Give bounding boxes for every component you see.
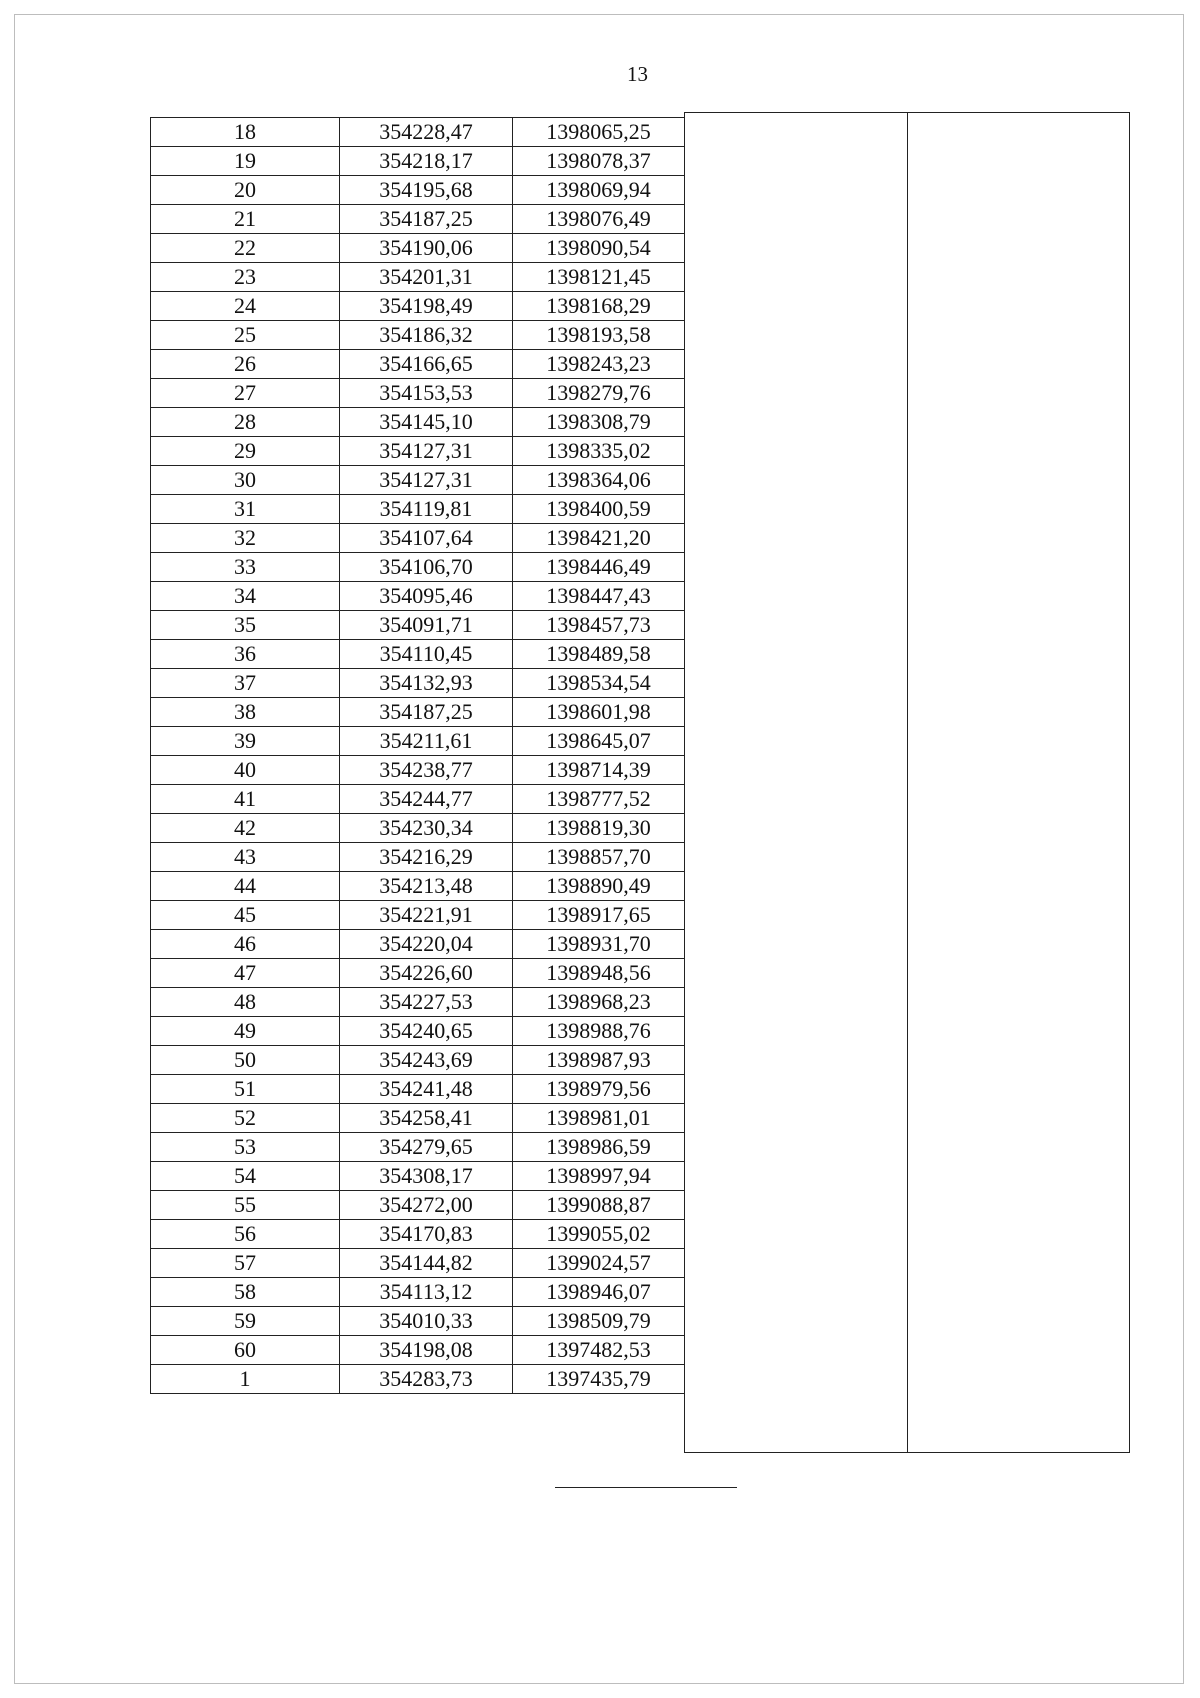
x-coordinate-cell: 354244,77 <box>340 785 513 814</box>
point-number-cell: 27 <box>151 379 340 408</box>
point-number-cell: 34 <box>151 582 340 611</box>
x-coordinate-cell: 354201,31 <box>340 263 513 292</box>
point-number-cell: 29 <box>151 437 340 466</box>
x-coordinate-cell: 354272,00 <box>340 1191 513 1220</box>
table-row <box>151 727 685 756</box>
table-row <box>151 930 685 959</box>
point-number-cell: 45 <box>151 901 340 930</box>
table-row <box>151 234 685 263</box>
x-coordinate-cell: 354308,17 <box>340 1162 513 1191</box>
x-coordinate-cell: 354113,12 <box>340 1278 513 1307</box>
x-coordinate-cell: 354238,77 <box>340 756 513 785</box>
table-row <box>151 872 685 901</box>
point-number-cell: 49 <box>151 1017 340 1046</box>
column-divider <box>907 113 908 1452</box>
point-number-cell: 42 <box>151 814 340 843</box>
y-coordinate-cell: 1398400,59 <box>513 495 685 524</box>
point-number-cell: 18 <box>151 118 340 147</box>
x-coordinate-cell: 354220,04 <box>340 930 513 959</box>
table-row <box>151 582 685 611</box>
table-row <box>151 524 685 553</box>
y-coordinate-cell: 1398986,59 <box>513 1133 685 1162</box>
point-number-cell: 1 <box>151 1365 340 1394</box>
y-coordinate-cell: 1399088,87 <box>513 1191 685 1220</box>
end-of-table-rule <box>555 1487 737 1488</box>
x-coordinate-cell: 354216,29 <box>340 843 513 872</box>
table-row <box>151 756 685 785</box>
x-coordinate-cell: 354119,81 <box>340 495 513 524</box>
y-coordinate-cell: 1398279,76 <box>513 379 685 408</box>
x-coordinate-cell: 354106,70 <box>340 553 513 582</box>
point-number-cell: 22 <box>151 234 340 263</box>
y-coordinate-cell: 1398948,56 <box>513 959 685 988</box>
x-coordinate-cell: 354127,31 <box>340 466 513 495</box>
table-row <box>151 1162 685 1191</box>
point-number-cell: 43 <box>151 843 340 872</box>
table-row <box>151 1133 685 1162</box>
x-coordinate-cell: 354211,61 <box>340 727 513 756</box>
point-number-cell: 23 <box>151 263 340 292</box>
x-coordinate-cell: 354218,17 <box>340 147 513 176</box>
y-coordinate-cell: 1397482,53 <box>513 1336 685 1365</box>
point-number-cell: 32 <box>151 524 340 553</box>
table-row <box>151 1104 685 1133</box>
y-coordinate-cell: 1397435,79 <box>513 1365 685 1394</box>
table-row <box>151 437 685 466</box>
y-coordinate-cell: 1398168,29 <box>513 292 685 321</box>
table-row <box>151 785 685 814</box>
x-coordinate-cell: 354110,45 <box>340 640 513 669</box>
point-number-cell: 48 <box>151 988 340 1017</box>
table-row <box>151 843 685 872</box>
table-row <box>151 814 685 843</box>
table-row <box>151 959 685 988</box>
point-number-cell: 19 <box>151 147 340 176</box>
table-row <box>151 640 685 669</box>
x-coordinate-cell: 354228,47 <box>340 118 513 147</box>
point-number-cell: 58 <box>151 1278 340 1307</box>
y-coordinate-cell: 1399024,57 <box>513 1249 685 1278</box>
x-coordinate-cell: 354145,10 <box>340 408 513 437</box>
x-coordinate-cell: 354166,65 <box>340 350 513 379</box>
y-coordinate-cell: 1398447,43 <box>513 582 685 611</box>
table-row <box>151 118 685 147</box>
x-coordinate-cell: 354227,53 <box>340 988 513 1017</box>
point-number-cell: 31 <box>151 495 340 524</box>
table-row <box>151 321 685 350</box>
y-coordinate-cell: 1398078,37 <box>513 147 685 176</box>
y-coordinate-cell: 1398997,94 <box>513 1162 685 1191</box>
empty-columns-block <box>684 112 1130 1453</box>
table-row <box>151 350 685 379</box>
x-coordinate-cell: 354127,31 <box>340 437 513 466</box>
x-coordinate-cell: 354190,06 <box>340 234 513 263</box>
page-number: 13 <box>627 62 648 86</box>
table-row <box>151 205 685 234</box>
table-row <box>151 147 685 176</box>
point-number-cell: 54 <box>151 1162 340 1191</box>
y-coordinate-cell: 1398819,30 <box>513 814 685 843</box>
x-coordinate-cell: 354198,49 <box>340 292 513 321</box>
y-coordinate-cell: 1398946,07 <box>513 1278 685 1307</box>
y-coordinate-cell: 1398988,76 <box>513 1017 685 1046</box>
x-coordinate-cell: 354283,73 <box>340 1365 513 1394</box>
coordinates-table-body <box>151 118 685 1394</box>
x-coordinate-cell: 354213,48 <box>340 872 513 901</box>
x-coordinate-cell: 354221,91 <box>340 901 513 930</box>
table-row <box>151 1307 685 1336</box>
x-coordinate-cell: 354153,53 <box>340 379 513 408</box>
point-number-cell: 35 <box>151 611 340 640</box>
table-row <box>151 669 685 698</box>
y-coordinate-cell: 1398509,79 <box>513 1307 685 1336</box>
point-number-cell: 28 <box>151 408 340 437</box>
x-coordinate-cell: 354243,69 <box>340 1046 513 1075</box>
y-coordinate-cell: 1399055,02 <box>513 1220 685 1249</box>
x-coordinate-cell: 354198,08 <box>340 1336 513 1365</box>
y-coordinate-cell: 1398446,49 <box>513 553 685 582</box>
y-coordinate-cell: 1398121,45 <box>513 263 685 292</box>
table-row <box>151 553 685 582</box>
x-coordinate-cell: 354195,68 <box>340 176 513 205</box>
point-number-cell: 20 <box>151 176 340 205</box>
x-coordinate-cell: 354107,64 <box>340 524 513 553</box>
x-coordinate-cell: 354240,65 <box>340 1017 513 1046</box>
y-coordinate-cell: 1398645,07 <box>513 727 685 756</box>
x-coordinate-cell: 354230,34 <box>340 814 513 843</box>
y-coordinate-cell: 1398065,25 <box>513 118 685 147</box>
x-coordinate-cell: 354279,65 <box>340 1133 513 1162</box>
point-number-cell: 38 <box>151 698 340 727</box>
table-row <box>151 176 685 205</box>
y-coordinate-cell: 1398931,70 <box>513 930 685 959</box>
y-coordinate-cell: 1398193,58 <box>513 321 685 350</box>
point-number-cell: 39 <box>151 727 340 756</box>
y-coordinate-cell: 1398457,73 <box>513 611 685 640</box>
y-coordinate-cell: 1398335,02 <box>513 437 685 466</box>
x-coordinate-cell: 354132,93 <box>340 669 513 698</box>
point-number-cell: 44 <box>151 872 340 901</box>
y-coordinate-cell: 1398489,58 <box>513 640 685 669</box>
x-coordinate-cell: 354010,33 <box>340 1307 513 1336</box>
y-coordinate-cell: 1398857,70 <box>513 843 685 872</box>
table-row <box>151 408 685 437</box>
table-row <box>151 1075 685 1104</box>
table-row <box>151 1191 685 1220</box>
y-coordinate-cell: 1398777,52 <box>513 785 685 814</box>
x-coordinate-cell: 354258,41 <box>340 1104 513 1133</box>
point-number-cell: 47 <box>151 959 340 988</box>
y-coordinate-cell: 1398917,65 <box>513 901 685 930</box>
point-number-cell: 52 <box>151 1104 340 1133</box>
point-number-cell: 21 <box>151 205 340 234</box>
point-number-cell: 50 <box>151 1046 340 1075</box>
point-number-cell: 53 <box>151 1133 340 1162</box>
table-row <box>151 1220 685 1249</box>
table-row <box>151 1046 685 1075</box>
x-coordinate-cell: 354226,60 <box>340 959 513 988</box>
point-number-cell: 26 <box>151 350 340 379</box>
y-coordinate-cell: 1398534,54 <box>513 669 685 698</box>
table-row <box>151 292 685 321</box>
coordinates-table <box>150 117 685 1394</box>
y-coordinate-cell: 1398308,79 <box>513 408 685 437</box>
point-number-cell: 56 <box>151 1220 340 1249</box>
y-coordinate-cell: 1398421,20 <box>513 524 685 553</box>
y-coordinate-cell: 1398069,94 <box>513 176 685 205</box>
y-coordinate-cell: 1398243,23 <box>513 350 685 379</box>
point-number-cell: 46 <box>151 930 340 959</box>
y-coordinate-cell: 1398968,23 <box>513 988 685 1017</box>
y-coordinate-cell: 1398987,93 <box>513 1046 685 1075</box>
table-row <box>151 495 685 524</box>
y-coordinate-cell: 1398714,39 <box>513 756 685 785</box>
table-row <box>151 1249 685 1278</box>
table-row <box>151 1017 685 1046</box>
y-coordinate-cell: 1398601,98 <box>513 698 685 727</box>
table-row <box>151 698 685 727</box>
y-coordinate-cell: 1398090,54 <box>513 234 685 263</box>
x-coordinate-cell: 354170,83 <box>340 1220 513 1249</box>
y-coordinate-cell: 1398981,01 <box>513 1104 685 1133</box>
table-row <box>151 611 685 640</box>
point-number-cell: 24 <box>151 292 340 321</box>
point-number-cell: 51 <box>151 1075 340 1104</box>
x-coordinate-cell: 354241,48 <box>340 1075 513 1104</box>
point-number-cell: 30 <box>151 466 340 495</box>
y-coordinate-cell: 1398890,49 <box>513 872 685 901</box>
x-coordinate-cell: 354091,71 <box>340 611 513 640</box>
table-row <box>151 988 685 1017</box>
y-coordinate-cell: 1398979,56 <box>513 1075 685 1104</box>
table-row <box>151 1278 685 1307</box>
table-row <box>151 1336 685 1365</box>
point-number-cell: 40 <box>151 756 340 785</box>
point-number-cell: 41 <box>151 785 340 814</box>
x-coordinate-cell: 354095,46 <box>340 582 513 611</box>
x-coordinate-cell: 354144,82 <box>340 1249 513 1278</box>
point-number-cell: 59 <box>151 1307 340 1336</box>
point-number-cell: 37 <box>151 669 340 698</box>
x-coordinate-cell: 354187,25 <box>340 205 513 234</box>
x-coordinate-cell: 354186,32 <box>340 321 513 350</box>
table-row <box>151 466 685 495</box>
point-number-cell: 57 <box>151 1249 340 1278</box>
y-coordinate-cell: 1398364,06 <box>513 466 685 495</box>
x-coordinate-cell: 354187,25 <box>340 698 513 727</box>
table-row <box>151 263 685 292</box>
point-number-cell: 55 <box>151 1191 340 1220</box>
point-number-cell: 33 <box>151 553 340 582</box>
table-row <box>151 1365 685 1394</box>
point-number-cell: 60 <box>151 1336 340 1365</box>
y-coordinate-cell: 1398076,49 <box>513 205 685 234</box>
point-number-cell: 36 <box>151 640 340 669</box>
table-row <box>151 379 685 408</box>
point-number-cell: 25 <box>151 321 340 350</box>
table-row <box>151 901 685 930</box>
